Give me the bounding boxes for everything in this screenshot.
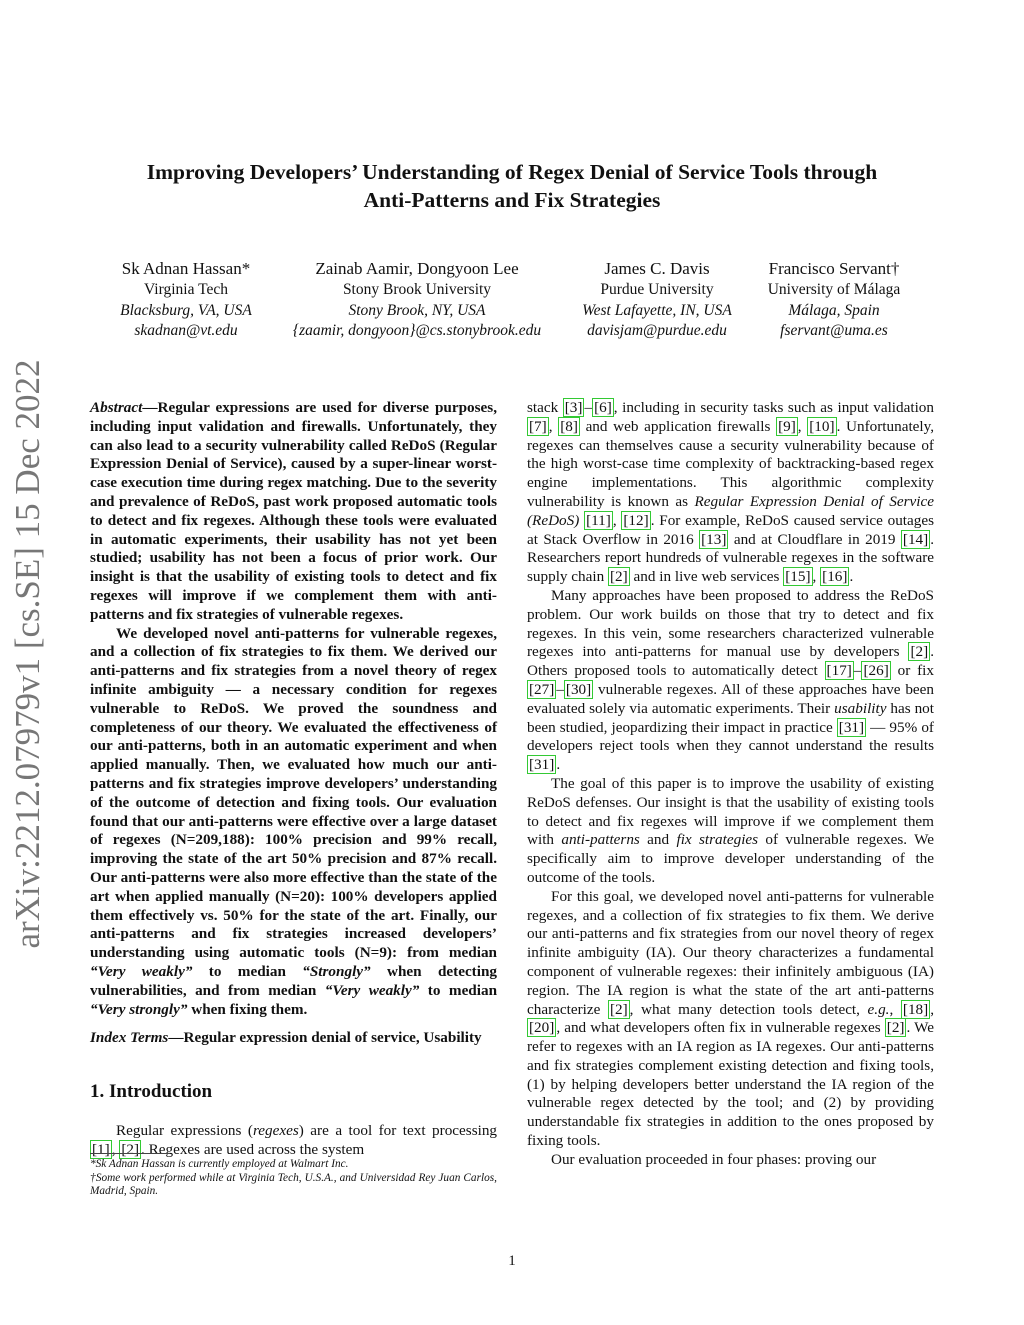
body-paragraph-4: For this goal, we developed novel anti-patterns for vulnerable regexes, and a collection of fix strategies to fix them. We derive our anti-patterns and fix strategies from our novel theory of regex infinite ambiguity (IA). Our theory characterizes a fundamental component of vulnerable regexes: their infinitely ambiguous (IA) region. The IA region is what the state of the art anti-patterns characterize [2] , what many detection tools detect, e.g., [18] , [20] , and what developers often fix in vulnerable regexes [2] . We refer to regexes with an IA region as IA regexes. Our anti-patterns and fix strategies complement existing detection and fixing tools, (1) by helping developers better understand the IA region of the vulnerable regex detected by the tool; and (2) by providing understandable fix strategies in addition to the ones proposed by fixing tools.: [527, 887, 934, 1150]
author-name: Zainab Aamir, Dongyoon Lee: [315, 259, 519, 278]
author-email: {zaamir, dongyoon}@cs.stonybrook.edu: [292, 322, 542, 339]
paper-title: [60, 158, 964, 214]
citation-link[interactable]: [7]: [529, 417, 547, 435]
footnotes: [90, 1158, 497, 1199]
author-email: fservant@uma.es: [780, 322, 888, 339]
footnote-1: *Sk Adnan Hassan is currently employed at Walmart Inc.: [90, 1158, 349, 1170]
citation-link[interactable]: [2]: [121, 1140, 140, 1158]
author-4: [752, 258, 916, 342]
citation-link[interactable]: [3]: [564, 399, 583, 416]
abstract-paragraph-1: Abstract—Regular expressions are used for diverse purposes, including input validation and firewalls. Unfortunately, they can also lead to a security vulnerability called ReDoS (Regular Expression Denial of Service), caused by a super-linear worst-case execution time during regex matching. Due to the severity and prevalence of ReDoS, past work proposed automatic tools to detect and fix regexes. Although these tools were evaluated in automatic experiments, their usability has not yet been studied; usability has not been a focus of prior work. Our insight is that the usability of existing tools to detect and fix regexes will improve if we complement them with anti-patterns and fix strategies of vulnerable regexes.: [90, 399, 497, 623]
author-3: [562, 258, 752, 342]
left-column: [90, 399, 497, 1160]
author-email: skadnan@vt.edu: [134, 322, 238, 339]
citation-link[interactable]: [8]: [560, 417, 578, 435]
citation-link[interactable]: [17]: [826, 662, 852, 680]
author-affiliation: Stony Brook University: [342, 281, 492, 298]
author-name: James C. Davis: [604, 259, 710, 278]
citation-link[interactable]: [10]: [809, 417, 835, 435]
author-1: [100, 258, 272, 342]
author-location: Stony Brook, NY, USA: [348, 301, 486, 319]
citation-link[interactable]: [20]: [529, 1019, 555, 1037]
body-paragraph-1: stack [3] – [6] , including in security tasks such as input validation [7] , [8] and web application firewalls [9] , [10] . Unfortunately, regexes can themselves cause a security vulnerability because of the high worst-case time complexity of backtracking-based regex engine implementations. This algorithmic complexity vulnerability is known as Regular Expression Denial of Service (ReDoS) [11] , [12] . For example, ReDoS caused service outages at Stack Overflow in 2016 [13] and at Cloudflare in 2019 [14] . Researchers report hundreds of vulnerable regexes in the software supply chain [2] and in live web services [15] , [16] .: [527, 399, 935, 586]
body-paragraph-5: Our evaluation proceeded in four phases: proving our: [551, 1150, 877, 1168]
footnote-rule: [90, 1153, 170, 1154]
page-number: 1: [508, 1253, 516, 1269]
body-paragraph-3: The goal of this paper is to improve the usability of existing ReDoS defenses. Our insight is that the usability of existing tools to detect and fix regexes will improve if we complement them with anti-patterns and fix strategies of vulnerable regexes. We specifically aim to improve developer understanding of the outcome of the tools.: [527, 774, 934, 886]
author-name: Francisco Servant†: [768, 259, 900, 278]
citation-link[interactable]: [2]: [910, 643, 929, 661]
citation-link[interactable]: [2]: [609, 1000, 628, 1018]
abstract-label: Abstract: [90, 399, 143, 416]
author-location: Málaga, Spain: [788, 301, 880, 319]
arxiv-identifier: arXiv:2212.07979v1 [cs.SE] 15 Dec 2022: [8, 359, 47, 949]
citation-link[interactable]: [11]: [586, 511, 611, 529]
citation-link[interactable]: [12]: [623, 511, 649, 529]
author-affiliation: Purdue University: [600, 281, 714, 298]
citation-link[interactable]: [14]: [902, 530, 929, 548]
citation-link[interactable]: [13]: [701, 530, 727, 548]
citation-link[interactable]: [15]: [785, 568, 811, 586]
citation-link[interactable]: [30]: [565, 680, 592, 698]
intro-paragraph: Regular expressions (regexes) are a tool for text processing [1] , [2] . Regexes are used across the system: [92, 1122, 498, 1158]
citation-link[interactable]: [31]: [838, 718, 865, 736]
author-affiliation: Virginia Tech: [144, 281, 228, 298]
index-terms: Index Terms—Regular expression denial of service, Usability: [90, 1029, 482, 1047]
title-line-1: Improving Developers’ Understanding of Regex Denial of Service Tools through: [146, 160, 878, 184]
citation-link[interactable]: [9]: [778, 417, 796, 435]
citation-link[interactable]: [26]: [863, 662, 889, 680]
author-name: Sk Adnan Hassan*: [121, 259, 251, 278]
citation-link[interactable]: [2]: [610, 568, 628, 586]
right-column: [527, 399, 934, 1170]
abstract-paragraph-2: We developed novel anti-patterns for vulnerable regexes, and a collection of fix strategies to fix them. We derived our anti-patterns and fix strategies from a novel theory of regex infinite ambiguity — a necessary condition for regexes vulnerable to ReDoS. We proved the soundness and completeness of our theory. We evaluated the effectiveness of our anti-patterns, both in an automatic experiment and when applied manually. Then, we evaluated how much our anti-patterns and fix strategies improve developers’ understanding of the outcome of detection and fixing tools. Our evaluation found that our anti-patterns were effective over a large dataset of regexes (N=209,188): 100% precision and 99% recall, improving the state of the art 50% precision and 87% recall. Our anti-patterns were also more effective than the state of the art when applied manually (N=20): 100% developers applied them effectively vs. 50% for the state of the art. Finally, our anti-patterns and fix strategies increased developers’ understanding using automatic tools (N=9): from median “Very weakly” to median “Strongly” when detecting vulnerabilities, and from median “Very weakly” to median “Very strongly” when fixing them.: [90, 624, 498, 1018]
section-heading: 1. Introduction: [90, 1081, 213, 1103]
citation-link[interactable]: [6]: [594, 399, 612, 416]
citation-link[interactable]: [1]: [92, 1140, 110, 1158]
citation-link[interactable]: [27]: [529, 680, 555, 698]
citation-link[interactable]: [31]: [529, 756, 555, 774]
body-paragraph-2: Many approaches have been proposed to address the ReDoS problem. Our work builds on those that try to detect and fix regexes. In this vein, some researchers characterized vulnerable regexes into anti-patterns for manual use by developers [2] . Others proposed tools to automatically detect [17] – [26] or fix [27] – [30] vulnerable regexes. All of these approaches have been evaluated solely via automatic experiments. Their usability has not been studied, jeopardizing their impact in practice [31] — 95% of developers reject tools when they cannot understand the results [31] .: [527, 586, 934, 774]
author-2: [272, 258, 562, 342]
index-terms-label: Index Terms: [90, 1029, 169, 1047]
abstract: [90, 399, 497, 1019]
citation-link[interactable]: [2]: [886, 1019, 905, 1037]
author-location: West Lafayette, IN, USA: [582, 301, 732, 319]
citation-link[interactable]: [16]: [822, 568, 848, 586]
footnote-2: †Some work performed while at Virginia Tech, U.S.A., and Universidad Rey Juan Carlos, Madrid, Spain.: [90, 1171, 497, 1198]
title-line-2: Anti-Patterns and Fix Strategies: [363, 188, 661, 212]
author-affiliation: University of Málaga: [767, 281, 901, 298]
author-email: davisjam@purdue.edu: [587, 322, 727, 339]
author-location: Blacksburg, VA, USA: [120, 301, 252, 319]
citation-link[interactable]: [18]: [902, 1000, 929, 1018]
